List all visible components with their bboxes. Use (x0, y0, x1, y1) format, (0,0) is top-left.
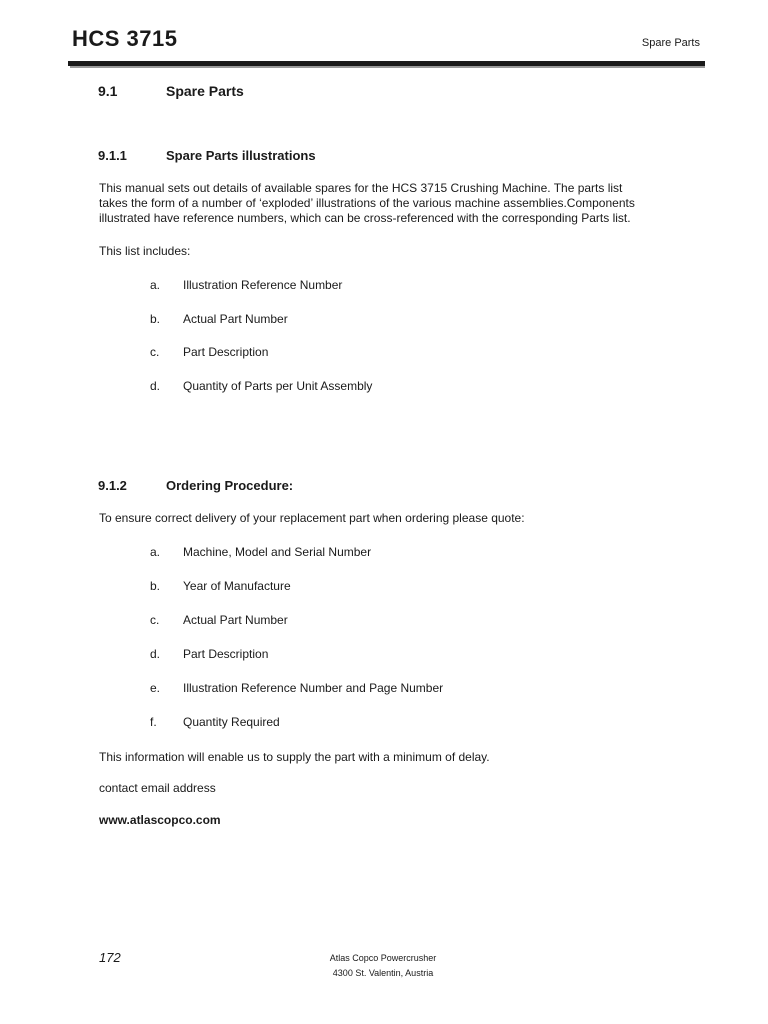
list-item-text: Actual Part Number (183, 613, 288, 627)
list-item-letter: e. (150, 681, 161, 695)
paragraph-line: illustrated have reference numbers, which can be cross-referenced with the corresponding Parts list. (99, 211, 631, 225)
document-title: HCS 3715 (72, 26, 178, 51)
closing-paragraph: This information will enable us to supply the part with a minimum of delay. (99, 750, 490, 764)
list-item-letter: b. (150, 579, 161, 593)
list-item-text: Part Description (183, 647, 269, 661)
ordering-intro: To ensure correct delivery of your replacement part when ordering please quote: (99, 511, 525, 525)
list-item-letter: b. (150, 312, 161, 326)
page-number: 172 (99, 950, 121, 965)
list-item-letter: a. (150, 545, 161, 559)
list-item-letter: d. (150, 379, 161, 393)
subsection-title-illustrations: Spare Parts illustrations (166, 148, 316, 163)
list-item-text: Quantity Required (183, 715, 280, 729)
footer-company: Atlas Copco Powercrusher (329, 953, 437, 963)
list-item-text: Illustration Reference Number (183, 278, 343, 292)
intro-paragraph (99, 181, 679, 226)
header-rule-shadow (70, 66, 705, 68)
list-item-letter: d. (150, 647, 161, 661)
section-title: Spare Parts (166, 83, 244, 99)
contact-label: contact email address (99, 781, 216, 795)
list-item-letter: c. (150, 345, 160, 359)
paragraph-line: takes the form of a number of ‘exploded’ illustrations of the various machine assemblies.Components (99, 196, 635, 210)
list-item-letter: c. (150, 613, 160, 627)
paragraph-line: This manual sets out details of available spares for the HCS 3715 Crushing Machine. The parts list (99, 181, 623, 195)
website-link[interactable]: www.atlascopco.com (99, 813, 221, 827)
list-item-text: Machine, Model and Serial Number (183, 545, 372, 559)
list-item-letter: f. (150, 715, 157, 729)
subsection-title-ordering: Ordering Procedure: (166, 478, 294, 493)
subsection-number-ordering: 9.1.2 (98, 478, 127, 493)
header-section-label: Spare Parts (641, 37, 700, 49)
list-intro: This list includes: (99, 244, 191, 258)
subsection-number-illustrations: 9.1.1 (98, 148, 127, 163)
list-item-letter: a. (150, 278, 161, 292)
section-number: 9.1 (98, 83, 118, 99)
list-item-text: Year of Manufacture (183, 579, 291, 593)
footer-address: 4300 St. Valentin, Austria (332, 968, 434, 978)
list-item-text: Quantity of Parts per Unit Assembly (183, 379, 373, 393)
list-item-text: Illustration Reference Number and Page Number (183, 681, 444, 695)
list-item-text: Actual Part Number (183, 312, 288, 326)
list-item-text: Part Description (183, 345, 269, 359)
